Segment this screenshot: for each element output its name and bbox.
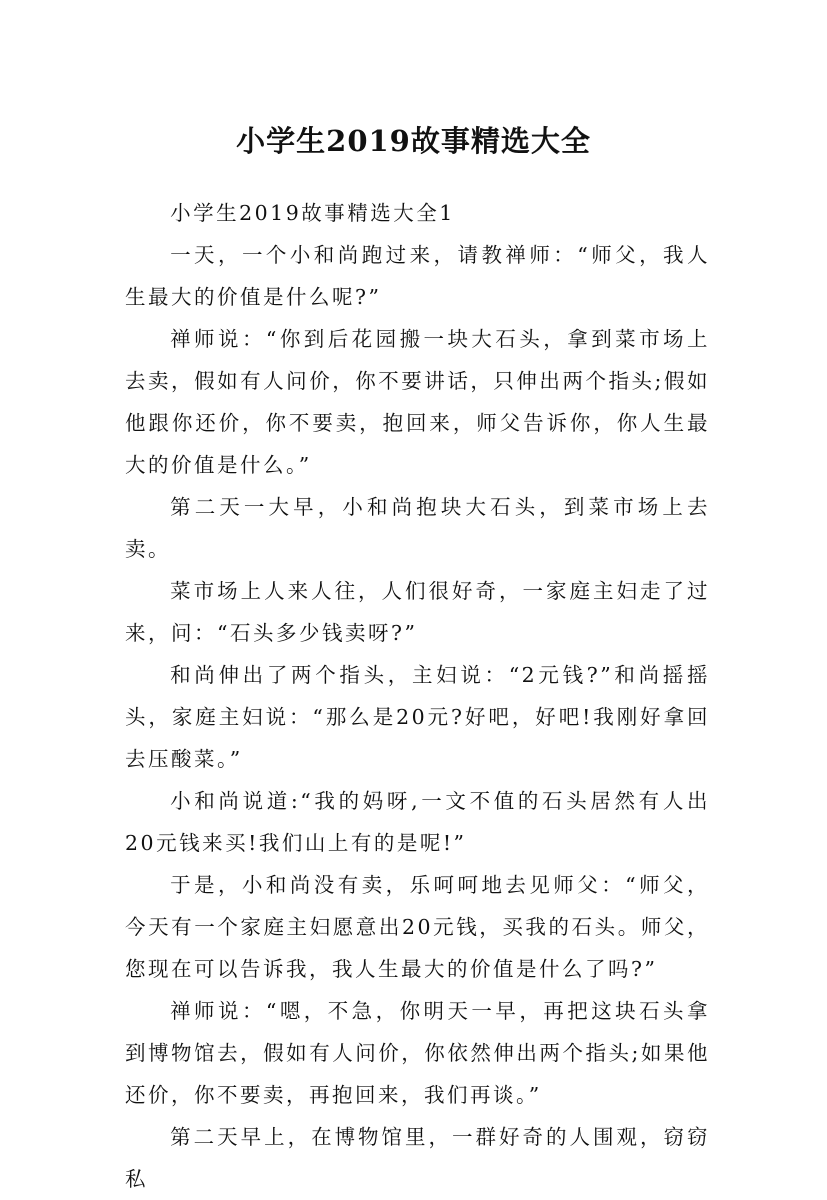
paragraph: 小和尚说道:“我的妈呀,一文不值的石头居然有人出20元钱来买!我们山上有的是呢!”: [125, 789, 710, 855]
paragraph: 和尚伸出了两个指头，主妇说：“2元钱?”和尚摇摇头，家庭主妇说：“那么是20元?好吧，好吧!我刚好拿回去压酸菜。”: [125, 663, 710, 771]
paragraph: 第二天一大早，小和尚抱块大石头，到菜市场上去卖。: [125, 495, 710, 561]
paragraph: 禅师说：“嗯，不急，你明天一早，再把这块石头拿到博物馆去，假如有人问价，你依然伸出两个指头;如果他还价，你不要卖，再抱回来，我们再谈。”: [125, 999, 710, 1107]
story-body: [125, 192, 710, 1200]
story-heading: 小学生2019故事精选大全1: [170, 201, 455, 225]
paragraph: 菜市场上人来人往，人们很好奇，一家庭主妇走了过来，问：“石头多少钱卖呀?”: [125, 579, 710, 645]
paragraph: 一天，一个小和尚跑过来，请教禅师：“师父，我人生最大的价值是什么呢?”: [125, 243, 710, 309]
paragraph: 禅师说：“你到后花园搬一块大石头，拿到菜市场上去卖，假如有人问价，你不要讲话，只伸出两个指头;假如他跟你还价，你不要卖，抱回来，师父告诉你，你人生最大的价值是什么。”: [125, 327, 710, 477]
page-title: 小学生2019故事精选大全: [236, 124, 591, 159]
paragraph: 于是，小和尚没有卖，乐呵呵地去见师父：“师父，今天有一个家庭主妇愿意出20元钱，买我的石头。师父，您现在可以告诉我，我人生最大的价值是什么了吗?”: [125, 873, 710, 981]
paragraph: 第二天早上，在博物馆里，一群好奇的人围观，窃窃私: [125, 1125, 710, 1191]
